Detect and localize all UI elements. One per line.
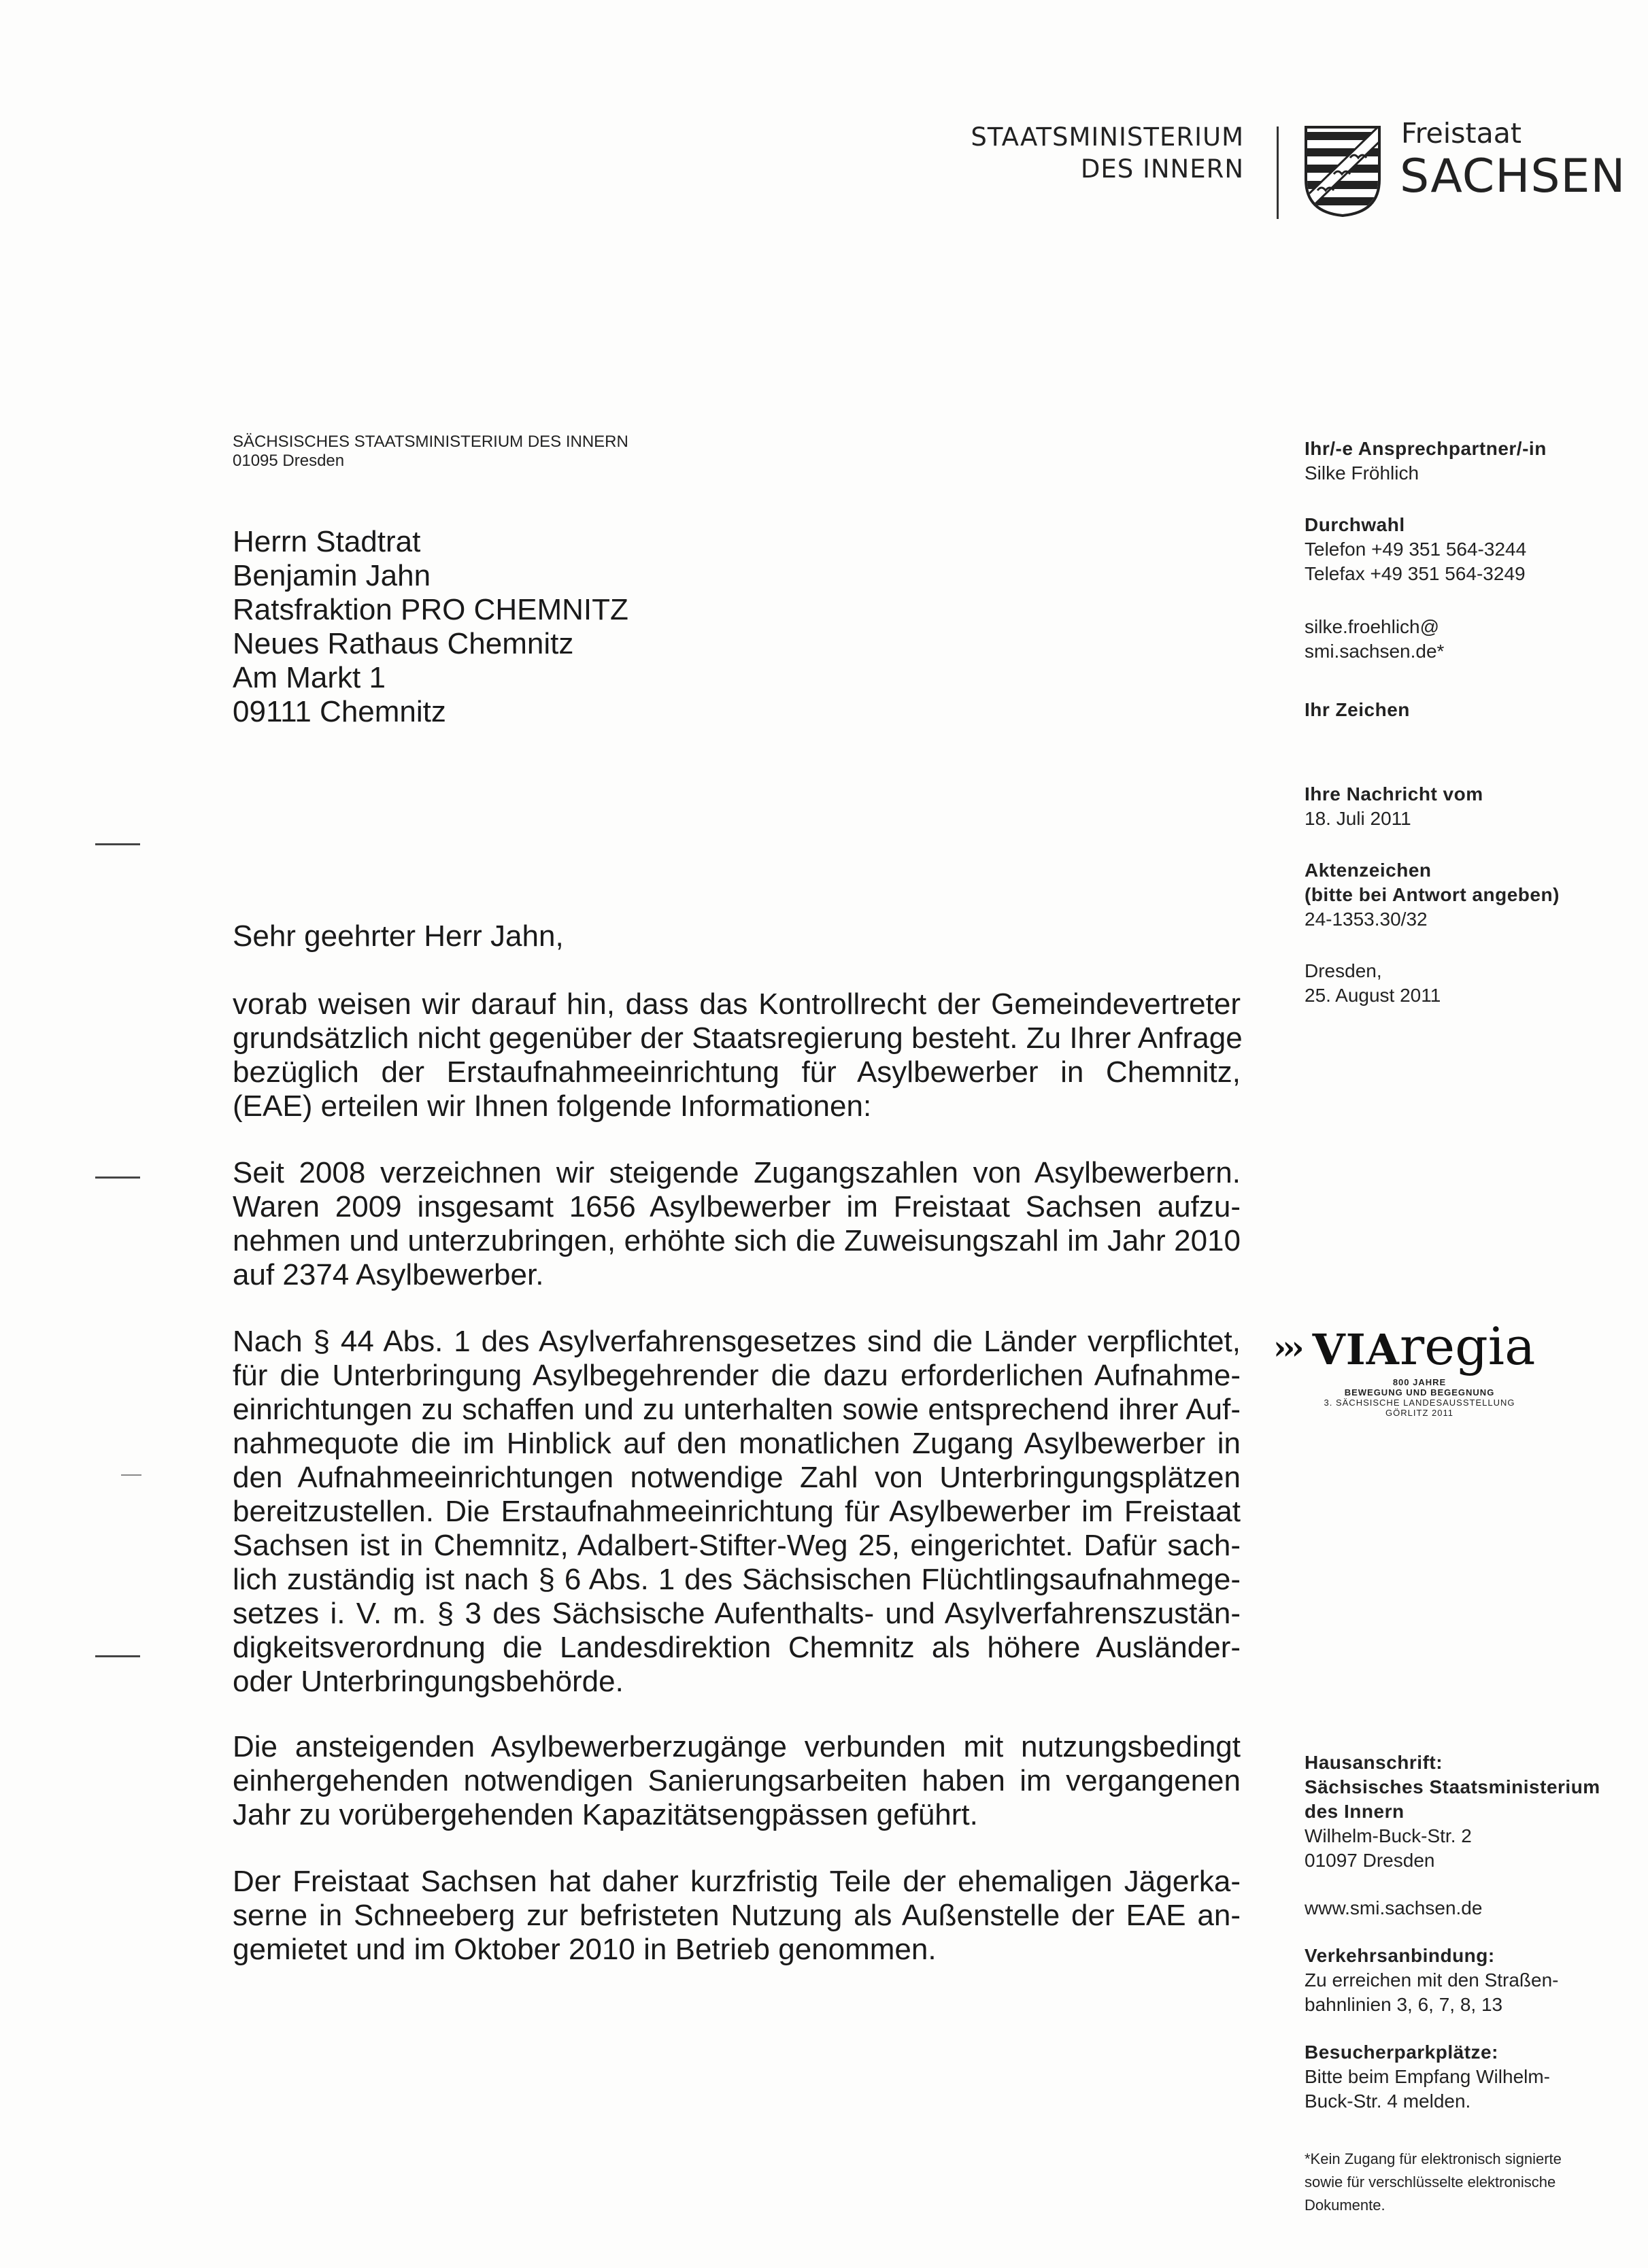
- transit-line: bahnlinien 3, 6, 7, 8, 13: [1305, 1994, 1503, 2015]
- paragraph-line: für die Unterbringung Asylbegehrender die dazu erforderlichen Aufnahme-: [233, 1359, 1241, 1392]
- viaregia-line3: 3. SÄCHSISCHE LANDESAUSSTELLUNG: [1324, 1398, 1515, 1408]
- sender-address: [233, 433, 628, 471]
- email-line1: silke.froehlich@: [1305, 616, 1440, 637]
- paragraph-line: Jahr zu vorübergehenden Kapazitätsengpässen geführt.: [233, 1798, 978, 1831]
- recipient-address: [233, 525, 628, 729]
- paragraph-line: Seit 2008 verzeichnen wir steigende Zugangszahlen von Asylbewerbern.: [233, 1156, 1241, 1189]
- parking-line: Buck-Str. 4 melden.: [1305, 2091, 1471, 2112]
- viaregia-subtitle: [1287, 1377, 1552, 1418]
- body-paragraph: [233, 1730, 1241, 1832]
- paragraph-line: setzes i. V. m. § 3 des Sächsische Aufenthalts- und Asylverfahrenszustän-: [233, 1597, 1241, 1630]
- contact-name: Silke Fröhlich: [1305, 462, 1419, 484]
- footnote-line: Dokumente.: [1305, 2197, 1385, 2214]
- file-number: 24-1353.30/32: [1305, 909, 1428, 930]
- date-group: [1305, 959, 1617, 1008]
- file-number-hint: (bitte bei Antwort angeben): [1305, 884, 1560, 905]
- saxony-coat-of-arms-icon: [1304, 125, 1381, 218]
- fold-mark: [95, 1655, 140, 1657]
- viaregia-arrows-icon: ›››: [1273, 1329, 1300, 1367]
- contact-label: Ihr/-e Ansprechpartner/-in: [1305, 438, 1547, 459]
- sender-line1: SÄCHSISCHES STAATSMINISTERIUM DES INNERN: [233, 433, 628, 451]
- address-city: 01097 Dresden: [1305, 1850, 1435, 1871]
- address-label: Hausanschrift:: [1305, 1752, 1443, 1773]
- body-paragraph: [233, 1156, 1241, 1292]
- punch-mark: [121, 1474, 141, 1476]
- paragraph-line: Die ansteigenden Asylbewerberzugänge verbunden mit nutzungsbedingt: [233, 1730, 1241, 1763]
- address-street: Wilhelm-Buck-Str. 2: [1305, 1825, 1472, 1846]
- paragraph-line: gemietet und im Oktober 2010 in Betrieb genommen.: [233, 1933, 937, 1966]
- body-paragraph: [233, 1865, 1241, 1967]
- recipient-line: Benjamin Jahn: [233, 559, 431, 592]
- your-ref-group: [1305, 698, 1617, 722]
- your-ref-label: Ihr Zeichen: [1305, 699, 1410, 720]
- parking-line: Bitte beim Empfang Wilhelm-: [1305, 2066, 1551, 2087]
- paragraph-line: auf 2374 Asylbewerber.: [233, 1258, 544, 1291]
- body-paragraph: [233, 1325, 1241, 1699]
- paragraph-line: digkeitsverordnung die Landesdirektion Chemnitz als höhere Ausländer-: [233, 1631, 1241, 1664]
- ministry-name-line1: STAATSMINISTERIUM: [971, 122, 1244, 152]
- viaregia-wordmark: [1273, 1316, 1586, 1377]
- recipient-line: Ratsfraktion PRO CHEMNITZ: [233, 593, 628, 626]
- website: www.smi.sachsen.de: [1305, 1897, 1483, 1918]
- paragraph-line: nehmen und unterzubringen, erhöhte sich die Zuweisungszahl im Jahr 2010: [233, 1224, 1241, 1257]
- fax-number: Telefax +49 351 564-3249: [1305, 563, 1526, 584]
- paragraph-line: vorab weisen wir darauf hin, dass das Kontrollrecht der Gemeindevertreter: [233, 987, 1241, 1021]
- viaregia-logo: [1273, 1316, 1586, 1418]
- footnote: [1305, 2148, 1604, 2217]
- message-date-group: [1305, 782, 1617, 831]
- salutation: Sehr geehrter Herr Jahn,: [233, 919, 564, 953]
- paragraph-line: oder Unterbringungsbehörde.: [233, 1665, 624, 1698]
- paragraph-line: Sachsen ist in Chemnitz, Adalbert-Stifter-Weg 25, eingerichtet. Dafür sach-: [233, 1529, 1241, 1562]
- paragraph-line: bezüglich der Erstaufnahmeeinrichtung für Asylbewerber in Chemnitz,: [233, 1055, 1241, 1089]
- fold-mark: [95, 843, 140, 845]
- paragraph-line: serne in Schneeberg zur befristeten Nutzung als Außenstelle der EAE an-: [233, 1899, 1241, 1932]
- sender-line2: 01095 Dresden: [233, 452, 345, 470]
- body-paragraph: [233, 987, 1241, 1123]
- transit-label: Verkehrsanbindung:: [1305, 1945, 1495, 1966]
- viaregia-line1: 800 JAHRE: [1392, 1377, 1447, 1387]
- paragraph-line: Der Freistaat Sachsen hat daher kurzfristig Teile der ehemaligen Jägerka-: [233, 1865, 1241, 1898]
- letter-date: 25. August 2011: [1305, 985, 1441, 1006]
- paragraph-line: einhergehenden notwendigen Sanierungsarbeiten haben im vergangenen: [233, 1764, 1241, 1797]
- email-group: [1305, 615, 1617, 664]
- recipient-line: Neues Rathaus Chemnitz: [233, 627, 574, 660]
- phone-label: Durchwahl: [1305, 514, 1405, 535]
- phone-group: [1305, 513, 1617, 586]
- paragraph-line: Waren 2009 insgesamt 1656 Asylbewerber im Freistaat Sachsen aufzu-: [233, 1190, 1241, 1223]
- viaregia-line4: GÖRLITZ 2011: [1385, 1408, 1453, 1418]
- address-org: Sächsisches Staatsministerium: [1305, 1776, 1600, 1797]
- file-number-label: Aktenzeichen: [1305, 860, 1432, 881]
- file-number-group: [1305, 858, 1617, 932]
- paragraph-line: Nach § 44 Abs. 1 des Asylverfahrensgesetzes sind die Länder verpflichtet,: [233, 1325, 1241, 1358]
- viaregia-line2: BEWEGUNG UND BEGEGNUNG: [1344, 1387, 1495, 1398]
- paragraph-line: nahmequote die im Hinblick auf den monatlichen Zugang Asylbewerber in: [233, 1427, 1241, 1460]
- ministry-name-line2: DES INNERN: [1080, 154, 1244, 184]
- email-line2: smi.sachsen.de*: [1305, 641, 1445, 662]
- fold-mark: [95, 1177, 140, 1179]
- paragraph-line: (EAE) erteilen wir Ihnen folgende Informationen:: [233, 1089, 872, 1123]
- paragraph-line: bereitzustellen. Die Erstaufnahmeeinrichtung für Asylbewerber im Freistaat: [233, 1495, 1241, 1528]
- recipient-line: Herrn Stadtrat: [233, 525, 421, 558]
- viaregia-via: VIA: [1312, 1325, 1400, 1374]
- header-divider: [1277, 126, 1279, 219]
- viaregia-regia: regia: [1399, 1316, 1536, 1376]
- paragraph-line: lich zuständig ist nach § 6 Abs. 1 des Sächsischen Flüchtlingsaufnahmege-: [233, 1563, 1241, 1596]
- recipient-line: 09111 Chemnitz: [233, 695, 446, 728]
- message-date-label: Ihre Nachricht vom: [1305, 783, 1483, 805]
- recipient-line: Am Markt 1: [233, 661, 386, 694]
- letter-place: Dresden,: [1305, 960, 1382, 981]
- transit-line: Zu erreichen mit den Straßen-: [1305, 1969, 1559, 1991]
- paragraph-line: den Aufnahmeeinrichtungen notwendige Zahl von Unterbringungsplätzen: [233, 1461, 1241, 1494]
- message-date: 18. Juli 2011: [1305, 808, 1411, 829]
- paragraph-line: grundsätzlich nicht gegenüber der Staatsregierung besteht. Zu Ihrer Anfrage: [233, 1021, 1243, 1055]
- footnote-line: sowie für verschlüsselte elektronische: [1305, 2173, 1556, 2190]
- state-name-small: Freistaat: [1401, 117, 1521, 150]
- contact-group: [1305, 437, 1617, 486]
- address-org: des Innern: [1305, 1801, 1405, 1822]
- paragraph-line: einrichtungen zu schaffen und zu unterhalten sowie entsprechend ihrer Auf-: [233, 1393, 1241, 1426]
- footnote-line: *Kein Zugang für elektronisch signierte: [1305, 2150, 1562, 2167]
- address-sidebar: [1305, 1750, 1624, 2114]
- ministry-name: [768, 121, 1244, 185]
- phone-number: Telefon +49 351 564-3244: [1305, 539, 1527, 560]
- parking-label: Besucherparkplätze:: [1305, 2042, 1498, 2063]
- state-name-large: SACHSEN: [1400, 150, 1626, 203]
